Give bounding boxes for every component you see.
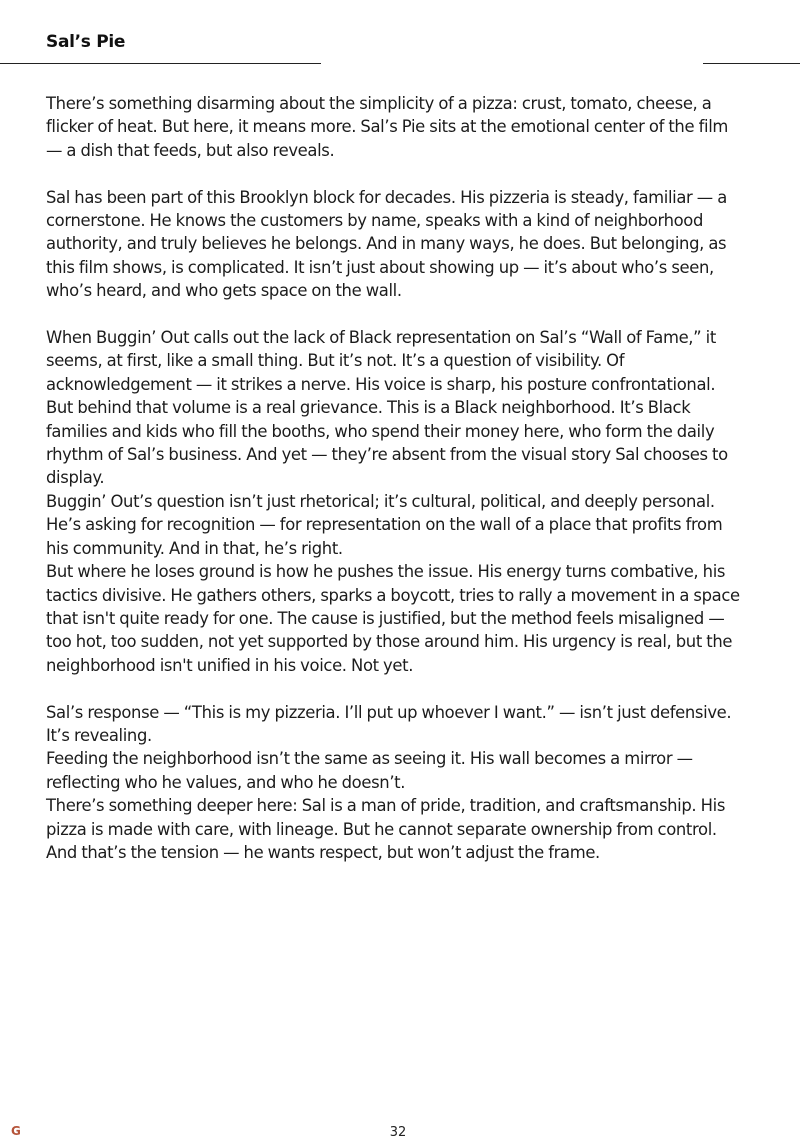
paragraph-8: There’s something deeper here: Sal is a man of pride, tradition, and craftsmanship. His pizza is made with care, with lineage. But he cannot separate ownership from control. And that’s the tension — he wants respect, but won’t adjust the frame. [46, 796, 726, 862]
paragraph-7: Feeding the neighborhood isn’t the same as seeing it. His wall becomes a mirror — reflecting who he values, and who he doesn’t. [46, 749, 693, 792]
header-rule-right [703, 63, 800, 64]
page-header [0, 0, 800, 70]
page-number: 32 [389, 1125, 407, 1140]
paragraph-3: When Buggin’ Out calls out the lack of Black representation on Sal’s “Wall of Fame,” it seems, at first, like a small thing. But it’s not. It’s a question of visibility. Of acknowledgement — it strikes a nerve. His voice is sharp, his posture confrontational. But behind that volume is a real grievance. This is a Black neighborhood. It’s Black families and kids who fill the booths, who spend their money here, who form the daily rhythm of Sal’s business. And yet — they’re absent from the visual story Sal chooses to display. [46, 328, 728, 488]
paragraph-5: But where he loses ground is how he pushes the issue. His energy turns combative, his tactics divisive. He gathers others, sparks a boycott, tries to rally a movement in a space that isn't quite ready for one. The cause is justified, but the method feels misaligned — too hot, too sudden, not yet supported by those around him. His urgency is real, but the neighborhood isn't unified in his voice. Not yet. [46, 562, 740, 675]
paragraph-1: There’s something disarming about the simplicity of a pizza: crust, tomato, cheese, a flicker of heat. But here, it means more. Sal’s Pie sits at the emotional center of the film — a dish that feeds, but also reveals. [46, 94, 729, 160]
header-rule-left [0, 63, 321, 64]
paragraph-6: Sal’s response — “This is my pizzeria. I’ll put up whoever I want.” — isn’t just defensive. It’s revealing. [46, 702, 732, 745]
section-title: Sal’s Pie [46, 32, 126, 52]
paragraph-2: Sal has been part of this Brooklyn block for decades. His pizzeria is steady, familiar — a cornerstone. He knows the customers by name, speaks with a kind of neighborhood authority, and truly believes he belongs. And in many ways, he does. But belonging, as this film shows, is complicated. It isn’t just about showing up — it’s about who’s seen, who’s heard, and who gets space on the wall. [46, 187, 727, 301]
paragraph-4: Buggin’ Out’s question isn’t just rhetorical; it’s cultural, political, and deeply personal. He’s asking for recognition — for representation on the wall of a place that profits from his community. And in that, he’s right. [46, 491, 723, 558]
brand-logo-mark: G [11, 1124, 21, 1138]
article-body [46, 92, 746, 864]
